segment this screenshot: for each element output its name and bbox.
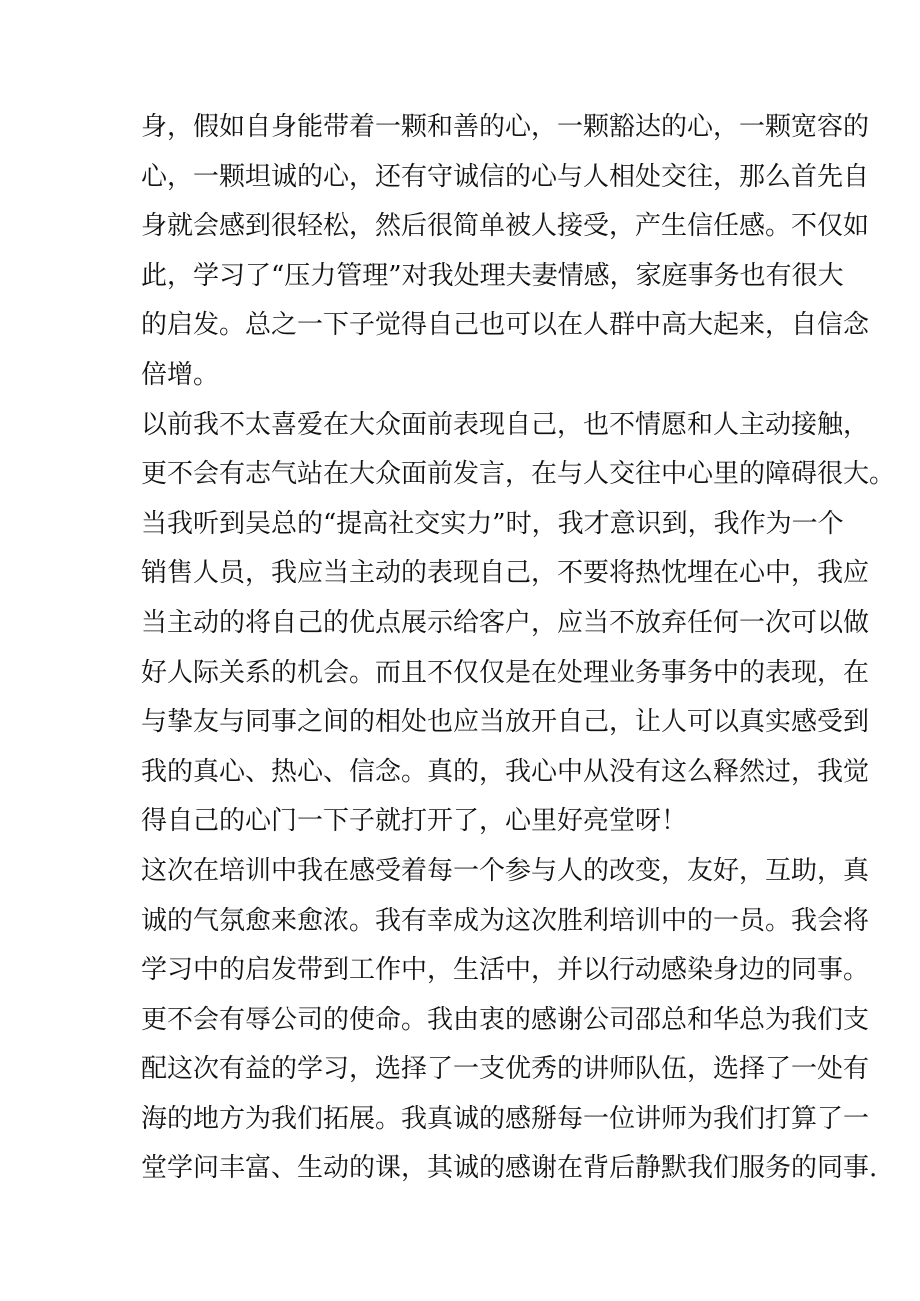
- text-line: 我的真心、热心、信念。真的，我心中从没有这么释然过，我觉: [141, 756, 870, 787]
- text-line: 的启发。总之一下子觉得自己也可以在人群中高大起来，自信念: [141, 310, 870, 341]
- text-line: 心，一颗坦诚的心，还有守诚信的心与人相处交往，那么首先自: [141, 161, 870, 192]
- text-line: 身，假如自身能带着一颗和善的心，一颗豁达的心，一颗宽容的: [141, 112, 870, 142]
- text-line: 当我听到吴总的“提高社交实力”时，我才意识到，我作为一个: [141, 508, 844, 539]
- text-line: 得自己的心门一下子就打开了，心里好亮堂呀！: [141, 806, 688, 837]
- text-line: 配这次有益的学习，选择了一支优秀的讲师队伍，选择了一处有: [141, 1054, 870, 1085]
- text-line: 与挚友与同事之间的相处也应当放开自己，让人可以真实感受到: [141, 707, 870, 738]
- body-text: [141, 103, 896, 1194]
- text-line: 销售人员，我应当主动的表现自己，不要将热忱埋在心中，我应: [141, 558, 870, 589]
- text-line: 海的地方为我们拓展。我真诚的感掰每一位讲师为我们打算了一: [141, 1103, 870, 1134]
- text-line: 身就会感到很轻松，然后很简单被人接受，产生信任感。不仅如: [141, 211, 870, 242]
- text-line: 堂学问丰富、生动的课，其诚的感谢在背后静默我们服务的同事.: [141, 1153, 878, 1184]
- text-line: 这次在培训中我在感受着每一个参与人的改变，友好，互助，真: [141, 855, 870, 886]
- text-line: 以前我不太喜爱在大众面前表现自己，也不情愿和人主动接触，: [141, 409, 870, 440]
- text-line: 好人际关系的机会。而且不仅仅是在处理业务事务中的表现，在: [141, 657, 870, 688]
- text-line: 此，学习了“压力管理”对我处理夫妻情感，家庭事务也有很大: [141, 260, 844, 291]
- text-line: 学习中的启发带到工作中，生活中，并以行动感染身边的同事。: [141, 955, 870, 986]
- text-line: 更不会有辱公司的使命。我由衷的感谢公司邵总和华总为我们支: [141, 1004, 870, 1035]
- text-line: 诚的气氛愈来愈浓。我有幸成为这次胜利培训中的一员。我会将: [141, 905, 870, 936]
- text-line: 更不会有志气站在大众面前发言，在与人交往中心里的障碍很大。: [141, 459, 896, 490]
- text-line: 当主动的将自己的优点展示给客户，应当不放弃任何一次可以做: [141, 607, 870, 638]
- text-line: 倍增。: [141, 359, 220, 390]
